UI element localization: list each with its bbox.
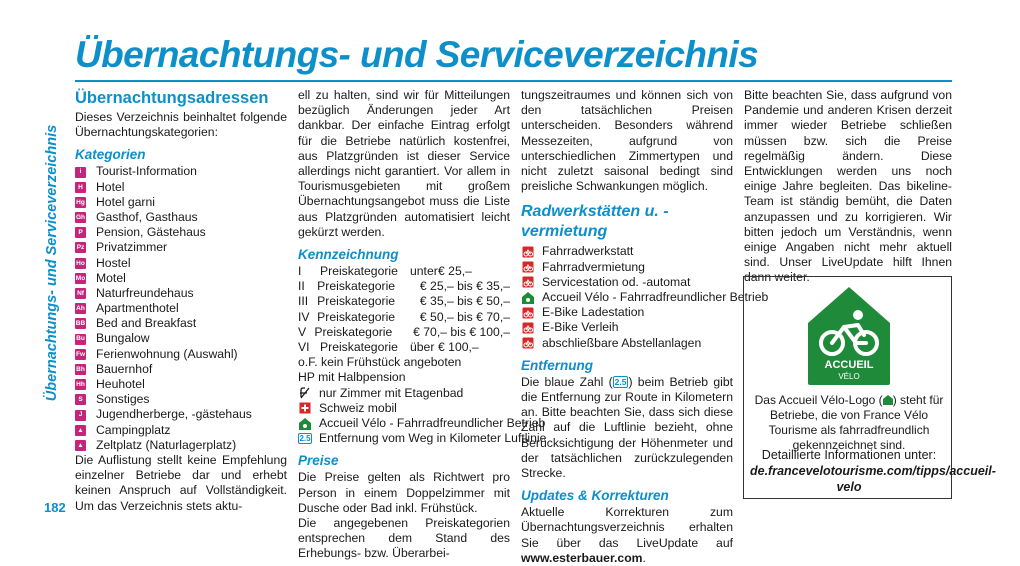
category-label: Hotel bbox=[96, 179, 125, 194]
price-cmp bbox=[392, 325, 413, 340]
category-label: Hotel garni bbox=[96, 194, 155, 209]
logo-word-accueil: ACCUEIL bbox=[824, 359, 874, 371]
column-3 bbox=[521, 88, 769, 566]
bike-service-row bbox=[521, 244, 733, 259]
prices-heading: Preise bbox=[298, 453, 339, 469]
category-label: Bauernhof bbox=[96, 361, 153, 376]
bike-service-label: Servicestation od. -automat bbox=[542, 274, 691, 289]
category-badge-icon: Bu bbox=[75, 334, 86, 345]
category-label: Gasthof, Gasthaus bbox=[96, 209, 198, 224]
price-code: VI bbox=[298, 339, 310, 354]
bike-service-row bbox=[521, 260, 733, 275]
side-section-label: Übernachtungs- und Serviceverzeichnis bbox=[44, 124, 60, 402]
price-val: € 100,– bbox=[438, 339, 479, 354]
pandemic-notice: Bitte beachten Sie, dass aufgrund von Pandemie und anderen Krisen derzeit immer wieder Betriebe schließen müssen bzw. sich die Preise regelmäßig ändern. Diese Entwicklungen werden uns noch einige Jahre begleiten. Das bikeline-Team ist ständig bemüht, die Daten anzupassen und zu korrigieren. Wir bitten jedoch um Verständnis, wenn einige Angaben nicht mehr aktuell sind. Unser LiveUpdate hilft Ihnen dann weiter. bbox=[744, 88, 952, 285]
price-row bbox=[298, 325, 510, 340]
category-badge-icon: H bbox=[75, 182, 86, 193]
category-item bbox=[75, 392, 287, 407]
category-label: Pension, Gästehaus bbox=[96, 225, 206, 240]
bike-service-row bbox=[521, 336, 733, 351]
logo-caption bbox=[750, 393, 948, 453]
swiss-flag-icon bbox=[298, 402, 312, 414]
column-2 bbox=[298, 88, 547, 562]
price-cmp bbox=[396, 279, 420, 294]
category-list bbox=[75, 164, 287, 453]
category-item bbox=[75, 195, 287, 210]
category-label: Tourist-Information bbox=[96, 164, 197, 179]
category-label: Hostel bbox=[96, 255, 131, 270]
prices-text-2: Die angegebenen Preiskategorien entsprechen dem Stand des Erhebungs- bzw. Überarbei- bbox=[298, 515, 510, 561]
symbol-row bbox=[298, 415, 546, 431]
logo-caption-post: ) steht für Betriebe, die von France Vélo Tourisme als fahrradfreundlich gekennzeichnet sind. bbox=[768, 393, 944, 452]
category-item bbox=[75, 423, 287, 438]
category-label: Motel bbox=[96, 270, 126, 285]
price-val: € 70,– bis € 100,– bbox=[413, 324, 510, 339]
updates-text bbox=[521, 505, 733, 566]
category-label: Apartmenthotel bbox=[96, 301, 179, 316]
category-label: Jugendherberge, -gästehaus bbox=[96, 407, 252, 422]
symbol-row bbox=[298, 386, 510, 401]
prices-text-1: Die Preise gelten als Richtwert pro Person in einem Doppelzimmer mit Dusche oder Bad inkl. Frühstück. bbox=[298, 470, 510, 515]
price-val: € 50,– bis € 70,– bbox=[419, 309, 510, 324]
ebike-charging-icon bbox=[521, 307, 535, 319]
service-station-icon bbox=[521, 276, 535, 288]
updates-text-post: . bbox=[642, 550, 646, 565]
price-label: Preiskategorie bbox=[320, 264, 398, 279]
bike-service-row bbox=[521, 305, 733, 320]
column-4 bbox=[744, 88, 952, 286]
marking-heading: Kennzeichnung bbox=[298, 247, 399, 263]
bike-service-label: E-Bike Ladestation bbox=[542, 305, 645, 320]
ebike-rental-icon bbox=[521, 322, 535, 334]
page-number: 182 bbox=[44, 500, 66, 515]
categories-heading: Kategorien bbox=[75, 147, 146, 163]
accueil-velo-mini-icon bbox=[883, 395, 893, 405]
price-label: Preiskategorie bbox=[320, 339, 398, 354]
bike-service-row bbox=[521, 320, 733, 335]
distance-text-post: ) beim Betrieb gibt die Entfernung zur Route in Kilometern an. Bitte beachten Sie, dass sich diese Zahl auf die Luftlinie bezieht, ohne Berücksichtigung der Höhenmeter und der tatsächlichen zurückzulegenden Strecke. bbox=[521, 374, 733, 480]
accueil-velo-logo-icon bbox=[806, 285, 892, 387]
price-row bbox=[298, 279, 510, 294]
bike-service-heading: Radwerkstätten u. -vermietung bbox=[521, 203, 669, 241]
distance-text-pre: Die blaue Zahl ( bbox=[521, 374, 613, 389]
distance-badge: 2.5 bbox=[299, 434, 311, 444]
distance-icon bbox=[298, 433, 312, 445]
category-label: Zeltplatz (Naturlagerplatz) bbox=[96, 437, 237, 452]
price-cmp bbox=[396, 310, 420, 325]
category-item bbox=[75, 240, 287, 255]
category-badge-icon: Gh bbox=[75, 212, 86, 223]
category-item bbox=[75, 331, 287, 346]
category-item bbox=[75, 271, 287, 286]
prices-continued-text: tungszeitraumes und können sich von den tatsächlichen Preisen unterscheiden. Besonders während Messezeiten, aufgrund von unterschiedlichen Zimmertypen und nicht zuletzt saisonal bedingt sind preisliche Schwankungen möglich. bbox=[521, 88, 733, 194]
accueil-velo-info-box bbox=[743, 276, 996, 499]
title-divider bbox=[75, 80, 952, 82]
category-item bbox=[75, 347, 287, 362]
symbol-label: nur Zimmer mit Etagenbad bbox=[319, 385, 464, 400]
category-badge-icon: Nf bbox=[75, 288, 86, 299]
bike-parking-icon bbox=[521, 337, 535, 349]
price-val: € 25,– bis € 35,– bbox=[419, 279, 510, 294]
distance-text bbox=[521, 375, 733, 481]
price-val: € 25,– bbox=[438, 264, 472, 279]
column-1 bbox=[75, 88, 287, 514]
category-badge-icon: Bh bbox=[75, 364, 86, 375]
updates-text-pre: Aktuelle Korrekturen zum Übernachtungsverzeichnis erhalten Sie über das LiveUpdate auf bbox=[521, 505, 733, 550]
price-cmp bbox=[396, 294, 420, 309]
price-label: Preiskategorie bbox=[317, 294, 396, 309]
disclaimer-text: Die Auflistung stellt keine Empfehlung einzelner Betriebe dar und erhebt keinen Anspruch auf Vollständigkeit. Um das Verzeichnis stets aktu- bbox=[75, 452, 287, 513]
category-item bbox=[75, 164, 287, 179]
accueil-velo-icon bbox=[521, 292, 535, 304]
update-request-text: ell zu halten, sind wir für Mitteilungen bezüglich Änderungen jeder Art dankbar. Der einfache Eintrag erfolgt für die Betriebe natürlich kostenfrei, aus Platzgründen ist dieser Service allerdings nicht garantiert. Vor allem in Tourismusgebieten mit großem Übernachtungsangebot muss die Liste aus Platzgründen automatisiert leicht gekürzt werden. bbox=[298, 88, 510, 239]
bike-service-label: Accueil Vélo - Fahrradfreundlicher Betrieb bbox=[542, 289, 769, 304]
category-item bbox=[75, 377, 287, 392]
category-item bbox=[75, 438, 287, 453]
symbol-label: Accueil Vélo - Fahrradfreundlicher Betrieb bbox=[319, 415, 546, 430]
price-category-list bbox=[298, 264, 510, 355]
category-badge-icon: ▲ bbox=[75, 440, 86, 451]
category-item bbox=[75, 225, 287, 240]
price-label: Preiskategorie bbox=[317, 279, 396, 294]
category-label: Naturfreundehaus bbox=[96, 285, 194, 300]
symbol-label: Schweiz mobil bbox=[319, 400, 397, 415]
page-title: Übernachtungs- und Serviceverzeichnis bbox=[75, 34, 759, 75]
category-badge-icon: Fw bbox=[75, 349, 86, 360]
bike-service-label: Fahrradvermietung bbox=[542, 259, 645, 274]
bike-rental-icon bbox=[521, 261, 535, 273]
price-code: II bbox=[298, 279, 305, 294]
category-badge-icon: P bbox=[75, 227, 86, 238]
distance-badge: 2.5 bbox=[614, 376, 627, 387]
no-bath-icon bbox=[298, 387, 312, 399]
price-row bbox=[298, 294, 510, 309]
price-label: Preiskategorie bbox=[317, 309, 396, 324]
category-item bbox=[75, 210, 287, 225]
category-badge-icon: Mo bbox=[75, 273, 86, 284]
bike-service-row bbox=[521, 289, 769, 305]
wrench-icon bbox=[521, 246, 535, 258]
category-badge-icon: Hh bbox=[75, 379, 86, 390]
category-item bbox=[75, 256, 287, 271]
symbol-row bbox=[298, 401, 510, 416]
half-board-line: HP mit Halbpension bbox=[298, 370, 406, 385]
updates-heading: Updates & Korrekturen bbox=[521, 488, 669, 504]
category-badge-icon: i bbox=[75, 167, 86, 178]
detail-label: Detaillierte Informationen unter: bbox=[761, 448, 937, 462]
category-label: Privatzimmer bbox=[96, 240, 168, 255]
price-code: III bbox=[298, 294, 309, 309]
bike-service-label: E-Bike Verleih bbox=[542, 320, 619, 335]
price-code: V bbox=[298, 324, 307, 339]
accommodation-intro: Dieses Verzeichnis beinhaltet folgende Übernachtungskategorien: bbox=[75, 110, 287, 140]
symbol-row bbox=[298, 431, 547, 446]
category-label: Heuhotel bbox=[96, 377, 145, 392]
symbol-legend bbox=[298, 385, 547, 447]
category-item bbox=[75, 316, 287, 331]
category-badge-icon: Pz bbox=[75, 242, 86, 253]
detail-info bbox=[750, 447, 996, 495]
esterbauer-link[interactable]: www.esterbauer.com bbox=[521, 550, 643, 565]
category-item bbox=[75, 362, 287, 377]
no-breakfast-line: o.F. kein Frühstück angeboten bbox=[298, 355, 462, 370]
price-code: I bbox=[298, 264, 302, 279]
category-badge-icon: BB bbox=[75, 318, 86, 329]
category-label: Ferienwohnung (Auswahl) bbox=[96, 346, 238, 361]
logo-caption-pre: Das Accueil Vélo-Logo ( bbox=[754, 393, 883, 407]
price-code: IV bbox=[298, 309, 310, 324]
category-item bbox=[75, 180, 287, 195]
category-label: Bed and Breakfast bbox=[96, 316, 197, 331]
category-item bbox=[75, 407, 287, 422]
bike-service-label: Fahrradwerkstatt bbox=[542, 244, 634, 259]
category-badge-icon: ▲ bbox=[75, 425, 86, 436]
price-label: Preiskategorie bbox=[314, 324, 393, 339]
category-label: Campingplatz bbox=[96, 422, 171, 437]
category-badge-icon: S bbox=[75, 394, 86, 405]
bike-service-list bbox=[521, 244, 769, 350]
price-row bbox=[298, 264, 510, 279]
distance-heading: Entfernung bbox=[521, 357, 593, 373]
category-item bbox=[75, 301, 287, 316]
price-row bbox=[298, 340, 510, 355]
category-label: Bungalow bbox=[96, 331, 150, 346]
category-label: Sonstiges bbox=[96, 392, 150, 407]
price-cmp: über bbox=[410, 339, 435, 354]
category-badge-icon: Ah bbox=[75, 303, 86, 314]
price-val: € 35,– bis € 50,– bbox=[419, 294, 510, 309]
category-badge-icon: Hg bbox=[75, 197, 86, 208]
france-velo-url[interactable]: de.francevelotourisme.com/tipps/accueil-velo bbox=[750, 464, 996, 494]
accueil-velo-icon bbox=[298, 418, 312, 430]
bike-service-row bbox=[521, 275, 733, 290]
price-row bbox=[298, 310, 510, 325]
bike-service-label: abschließbare Abstellanlagen bbox=[542, 335, 702, 350]
category-item bbox=[75, 286, 287, 301]
symbol-label: Entfernung vom Weg in Kilometer Luftlinie bbox=[319, 431, 547, 446]
logo-word-velo: VÉLO bbox=[838, 372, 860, 381]
category-badge-icon: J bbox=[75, 410, 86, 421]
price-cmp: unter bbox=[410, 264, 438, 279]
category-badge-icon: Ho bbox=[75, 258, 86, 269]
section-heading-accommodation: Übernachtungsadressen bbox=[75, 89, 269, 107]
